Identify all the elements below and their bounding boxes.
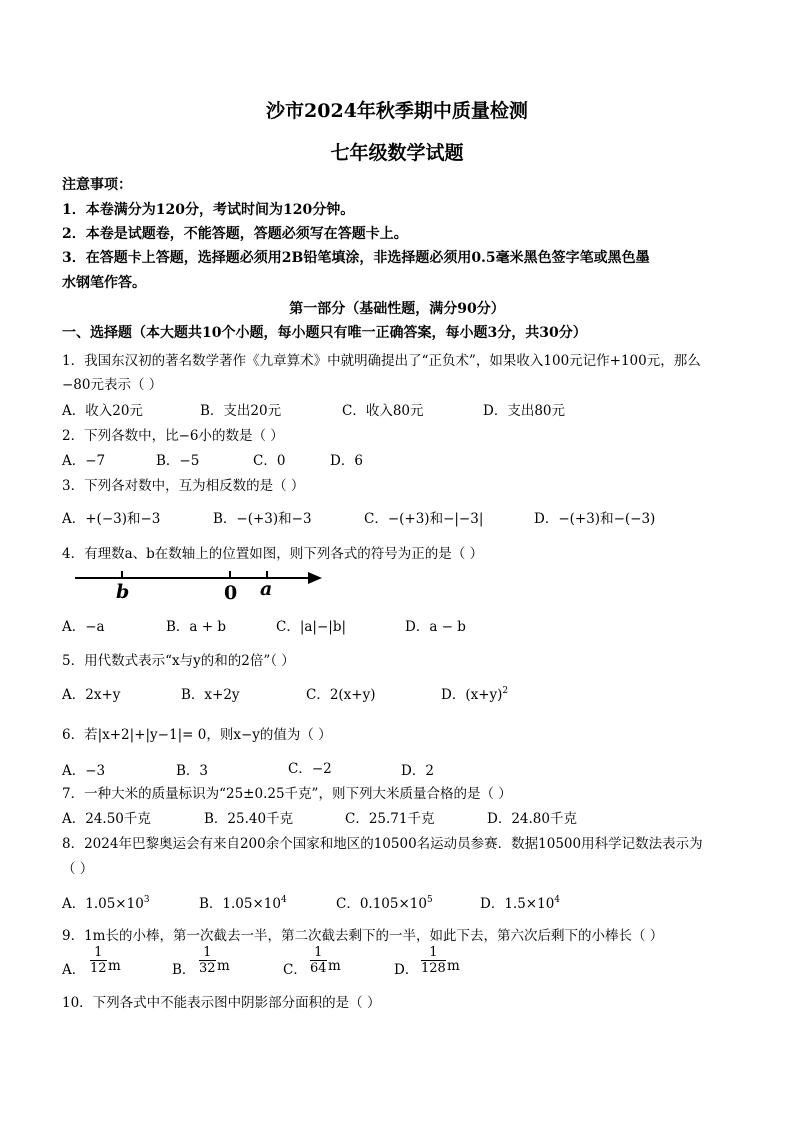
q9-option-c-fraction	[310, 945, 327, 976]
number-line-arrow	[308, 572, 322, 584]
question-8-line2: （ ）	[62, 861, 94, 877]
q6-option-b[interactable]: B．3	[176, 763, 209, 779]
q8-option-c[interactable]	[336, 892, 433, 912]
q9-option-b-label[interactable]: B．	[172, 962, 196, 978]
question-5: 5．用代数式表示“x与y的和的2倍”（ ）	[62, 653, 295, 669]
q9-option-d-denominator: 128	[421, 961, 446, 976]
q7-option-b[interactable]: B．25.40千克	[204, 811, 294, 827]
label-0: 0	[224, 582, 238, 602]
q9-option-a-unit: m	[108, 958, 121, 974]
q7-option-c[interactable]: C．25.71千克	[345, 811, 435, 827]
q5-option-d-exponent: 2	[502, 686, 509, 696]
q9-option-b-denominator: 32	[199, 961, 216, 976]
question-2: 2．下列各数中，比−6小的数是（ ）	[62, 428, 284, 444]
q9-option-a-label[interactable]: A．	[62, 962, 86, 978]
q1-option-d[interactable]: D．支出80元	[483, 403, 566, 419]
q7-option-d[interactable]: D．24.80千克	[487, 811, 577, 827]
q9-option-c-label[interactable]: C．	[283, 962, 307, 978]
q1-option-c[interactable]: C．收入80元	[342, 403, 424, 419]
notice-item-1: 1．本卷满分为120分，考试时间为120分钟。	[62, 202, 355, 218]
q5-option-d[interactable]	[441, 683, 508, 703]
q9-option-d-fraction	[421, 945, 446, 976]
question-4: 4．有理数a、b在数轴上的位置如图，则下列各式的符号为正的是（ ）	[62, 546, 484, 562]
q9-option-a-denominator: 12	[90, 961, 107, 976]
q5-option-c[interactable]: C．2(x+y)	[306, 687, 376, 703]
q5-option-d-base: D．(x+y)	[441, 687, 503, 703]
exam-subtitle: 七年级数学试题	[330, 142, 464, 164]
section-heading: 一、选择题（本大题共10个小题，每小题只有唯一正确答案，每小题3分，共30分）	[62, 325, 587, 341]
q2-option-d[interactable]: D．6	[330, 453, 363, 469]
q4-option-b[interactable]: B．a + b	[166, 619, 227, 635]
q3-option-b[interactable]: B．−(+3)和−3	[213, 511, 312, 527]
q7-option-a[interactable]: A．24.50千克	[62, 811, 151, 827]
q3-option-a[interactable]: A．+(−3)和−3	[62, 511, 161, 527]
question-3: 3．下列各对数中，互为相反数的是（ ）	[62, 478, 305, 494]
question-9: 9．1m长的小棒，第一次截去一半，第二次截去剩下的一半，如此下去，第六次后剩下的小棒长（ ）	[62, 928, 664, 944]
q9-option-b-fraction	[199, 945, 216, 976]
part-heading: 第一部分（基础性题，满分90分）	[289, 301, 505, 317]
q8-option-a-exponent: 3	[143, 895, 150, 905]
q8-option-d-base: D．1.5×10	[480, 896, 555, 912]
q8-option-b-base: B．1.05×10	[199, 896, 281, 912]
question-1-line1: 1．我国东汉初的著名数学著作《九章算术》中就明确提出了“正负术”，如果收入100元记作+100元，那么	[62, 353, 701, 369]
q8-option-d-exponent: 4	[554, 895, 561, 905]
q4-option-d[interactable]: D．a − b	[405, 619, 466, 635]
question-8-line1: 8．2024年巴黎奥运会有来自200余个国家和地区的10500名运动员参赛．数据10500用科学记数法表示为	[62, 836, 703, 852]
notice-item-3-cont: 水钢笔作答。	[62, 275, 146, 291]
q3-option-d[interactable]: D．−(+3)和−(−3)	[534, 511, 656, 527]
q9-option-c-numerator: 1	[310, 945, 327, 961]
q8-option-d[interactable]	[480, 892, 560, 912]
q6-option-a[interactable]: A．−3	[62, 763, 106, 779]
q6-option-d[interactable]: D．2	[401, 763, 434, 779]
q2-option-c[interactable]: C．0	[253, 453, 286, 469]
question-6: 6．若|x+2|+|y−1|= 0，则x−y的值为（ ）	[62, 727, 332, 743]
q9-option-b-unit: m	[217, 958, 230, 974]
notice-item-2: 2．本卷是试题卷，不能答题，答题必须写在答题卡上。	[62, 226, 408, 242]
notice-item-3: 3．在答题卡上答题，选择题必须用2B铅笔填涂，非选择题必须用0.5毫米黑色签字笔或黑色墨	[62, 250, 650, 266]
q1-option-a[interactable]: A．收入20元	[62, 403, 143, 419]
q9-option-d-unit: m	[447, 958, 460, 974]
q5-option-b[interactable]: B．x+2y	[181, 687, 240, 703]
q9-option-d-numerator: 1	[421, 945, 446, 961]
q2-option-a[interactable]: A．−7	[62, 453, 106, 469]
q3-option-c[interactable]: C．−(+3)和−|−3|	[364, 511, 484, 527]
q5-option-a[interactable]: A．2x+y	[62, 687, 121, 703]
number-line-figure	[70, 562, 330, 602]
q6-option-c[interactable]: C．−2	[288, 761, 332, 777]
label-a: a	[260, 578, 273, 600]
q9-option-a-numerator: 1	[90, 945, 107, 961]
q9-option-a-fraction	[90, 945, 107, 976]
notice-heading: 注意事项：	[62, 177, 132, 193]
q9-option-b-numerator: 1	[199, 945, 216, 961]
question-10: 10．下列各式中不能表示图中阴影部分面积的是（ ）	[62, 995, 381, 1011]
q8-option-a[interactable]	[62, 892, 150, 912]
q2-option-b[interactable]: B．−5	[156, 453, 200, 469]
q4-option-c[interactable]: C．|a|−|b|	[276, 619, 347, 635]
label-b: b	[116, 581, 130, 602]
question-7: 7．一种大米的质量标识为“25±0.25千克”，则下列大米质量合格的是（ ）	[62, 786, 512, 802]
exam-title: 沙市2024年秋季期中质量检测	[266, 100, 528, 122]
q8-option-c-exponent: 5	[426, 895, 433, 905]
q8-option-a-base: A．1.05×10	[62, 896, 144, 912]
q1-option-b[interactable]: B．支出20元	[200, 403, 282, 419]
q8-option-b[interactable]	[199, 892, 287, 912]
q9-option-c-denominator: 64	[310, 961, 327, 976]
q8-option-c-base: C．0.105×10	[336, 896, 427, 912]
q4-option-a[interactable]: A．−a	[62, 619, 105, 635]
q9-option-c-unit: m	[328, 958, 341, 974]
q8-option-b-exponent: 4	[280, 895, 287, 905]
q9-option-d-label[interactable]: D．	[394, 962, 419, 978]
question-1-line2: −80元表示（ ）	[62, 377, 163, 393]
